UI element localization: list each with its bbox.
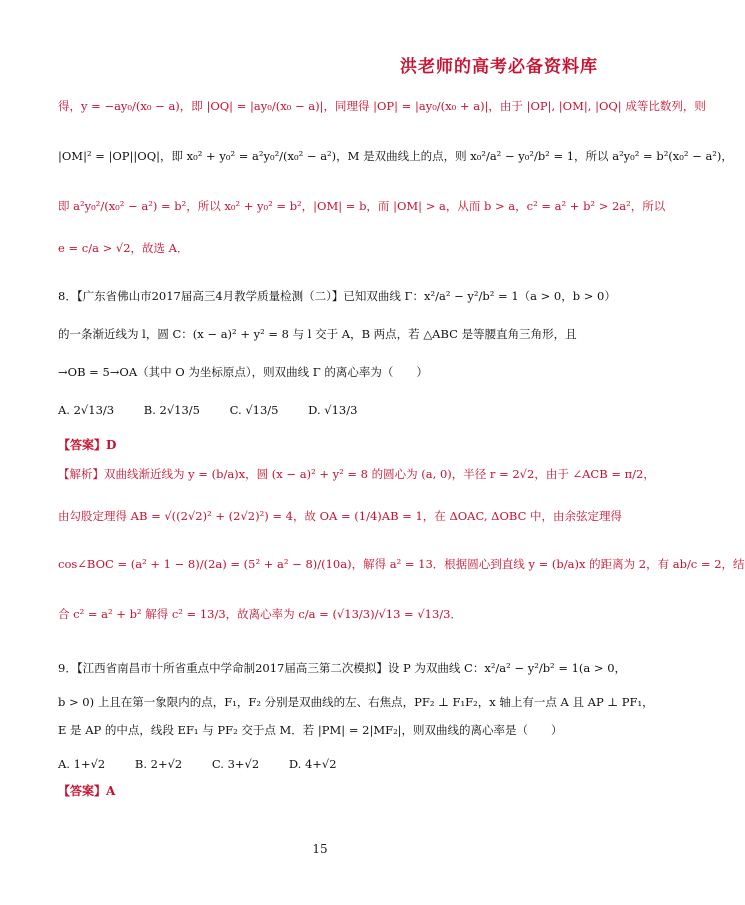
q9-option-a: A. 1+√2 xyxy=(58,757,106,771)
q9-stem-line-1: 9．【江西省南昌市十所省重点中学命制2017届高三第二次模拟】设 P 为双曲线 C：x²/a² − y²/b² = 1(a > 0， xyxy=(58,661,627,675)
q8-analysis-line-1: 【解析】双曲线渐近线为 y = (b/a)x，圆 (x − a)² + y² = 8 的圆心为 (a, 0)，半径 r = 2√2，由于 ∠ACB = π/2， xyxy=(58,467,655,481)
q8-option-d: D. √13/3 xyxy=(308,403,358,417)
q8-option-b: B. 2√13/5 xyxy=(143,403,200,417)
q8-stem-line-3: →OB = 5→OA（其中 O 为坐标原点），则双曲线 Γ 的离心率为（ ） xyxy=(58,365,428,379)
q8-stem-line-2: 的一条渐近线为 l，圆 C：(x − a)² + y² = 8 与 l 交于 A，B 两点，若 △ABC 是等腰直角三角形，且 xyxy=(58,327,577,341)
solution-line-3: 即 a²y₀²/(x₀² − a²) = b²，所以 x₀² + y₀² = b²，|OM| = b，而 |OM| > a，从而 b > a，c² = a² + b² > 2a²，所以 xyxy=(58,199,666,213)
q9-option-b: B. 2+√2 xyxy=(134,757,183,771)
solution-line-1: 得，y = −ay₀/(x₀ − a)，即 |OQ| = |ay₀/(x₀ − a)|，同理得 |OP| = |ay₀/(x₀ + a)|，由于 |OP|, |OM|, |OQ| 成等比数列，则 xyxy=(58,99,706,113)
page-header-title: 洪老师的高考必备资料库 xyxy=(400,57,598,77)
q8-answer: 【答案】D xyxy=(58,438,117,452)
q9-stem-line-3: E 是 AP 的中点，线段 EF₁ 与 PF₂ 交于点 M．若 |PM| = 2|MF₂|，则双曲线的离心率是（ ） xyxy=(58,723,563,737)
q8-stem-line-1: 8．【广东省佛山市2017届高三4月教学质量检测（二）】已知双曲线 Γ：x²/a² − y²/b² = 1（a > 0，b > 0） xyxy=(58,289,616,303)
q8-analysis-line-3: cos∠BOC = (a² + 1 − 8)/(2a) = (5² + a² − 8)/(10a)，解得 a² = 13．根据圆心到直线 y = (b/a)x 的距离为 2，有 ab/c = 2，结 xyxy=(58,557,745,571)
q9-stem-line-2: b > 0) 上且在第一象限内的点，F₁，F₂ 分别是双曲线的左、右焦点，PF₂ ⊥ F₁F₂，x 轴上有一点 A 且 AP ⊥ PF₁， xyxy=(58,695,654,709)
solution-line-4: e = c/a > √2，故选 A． xyxy=(58,241,189,255)
page-number: 15 xyxy=(312,842,328,856)
q9-option-d: D. 4+√2 xyxy=(288,757,337,771)
solution-line-2: |OM|² = |OP||OQ|，即 x₀² + y₀² = a²y₀²/(x₀² − a²)，M 是双曲线上的点，则 x₀²/a² − y₀²/b² = 1，所以 a²y₀² = b²(x₀² − a²)， xyxy=(58,149,733,163)
q8-option-a: A. 2√13/3 xyxy=(58,403,115,417)
q8-options xyxy=(58,402,600,418)
q9-answer: 【答案】A xyxy=(58,784,116,798)
q9-option-c: C. 3+√2 xyxy=(211,757,260,771)
q8-analysis-line-2: 由勾股定理得 AB = √((2√2)² + (2√2)²) = 4，故 OA = (1/4)AB = 1，在 ΔOAC, ΔOBC 中，由余弦定理得 xyxy=(58,509,623,523)
q8-analysis-line-4: 合 c² = a² + b² 解得 c² = 13/3，故离心率为 c/a = (√13/3)/√13 = √13/3． xyxy=(58,607,463,621)
q9-options xyxy=(58,756,600,772)
q8-option-c: C. √13/5 xyxy=(229,403,279,417)
